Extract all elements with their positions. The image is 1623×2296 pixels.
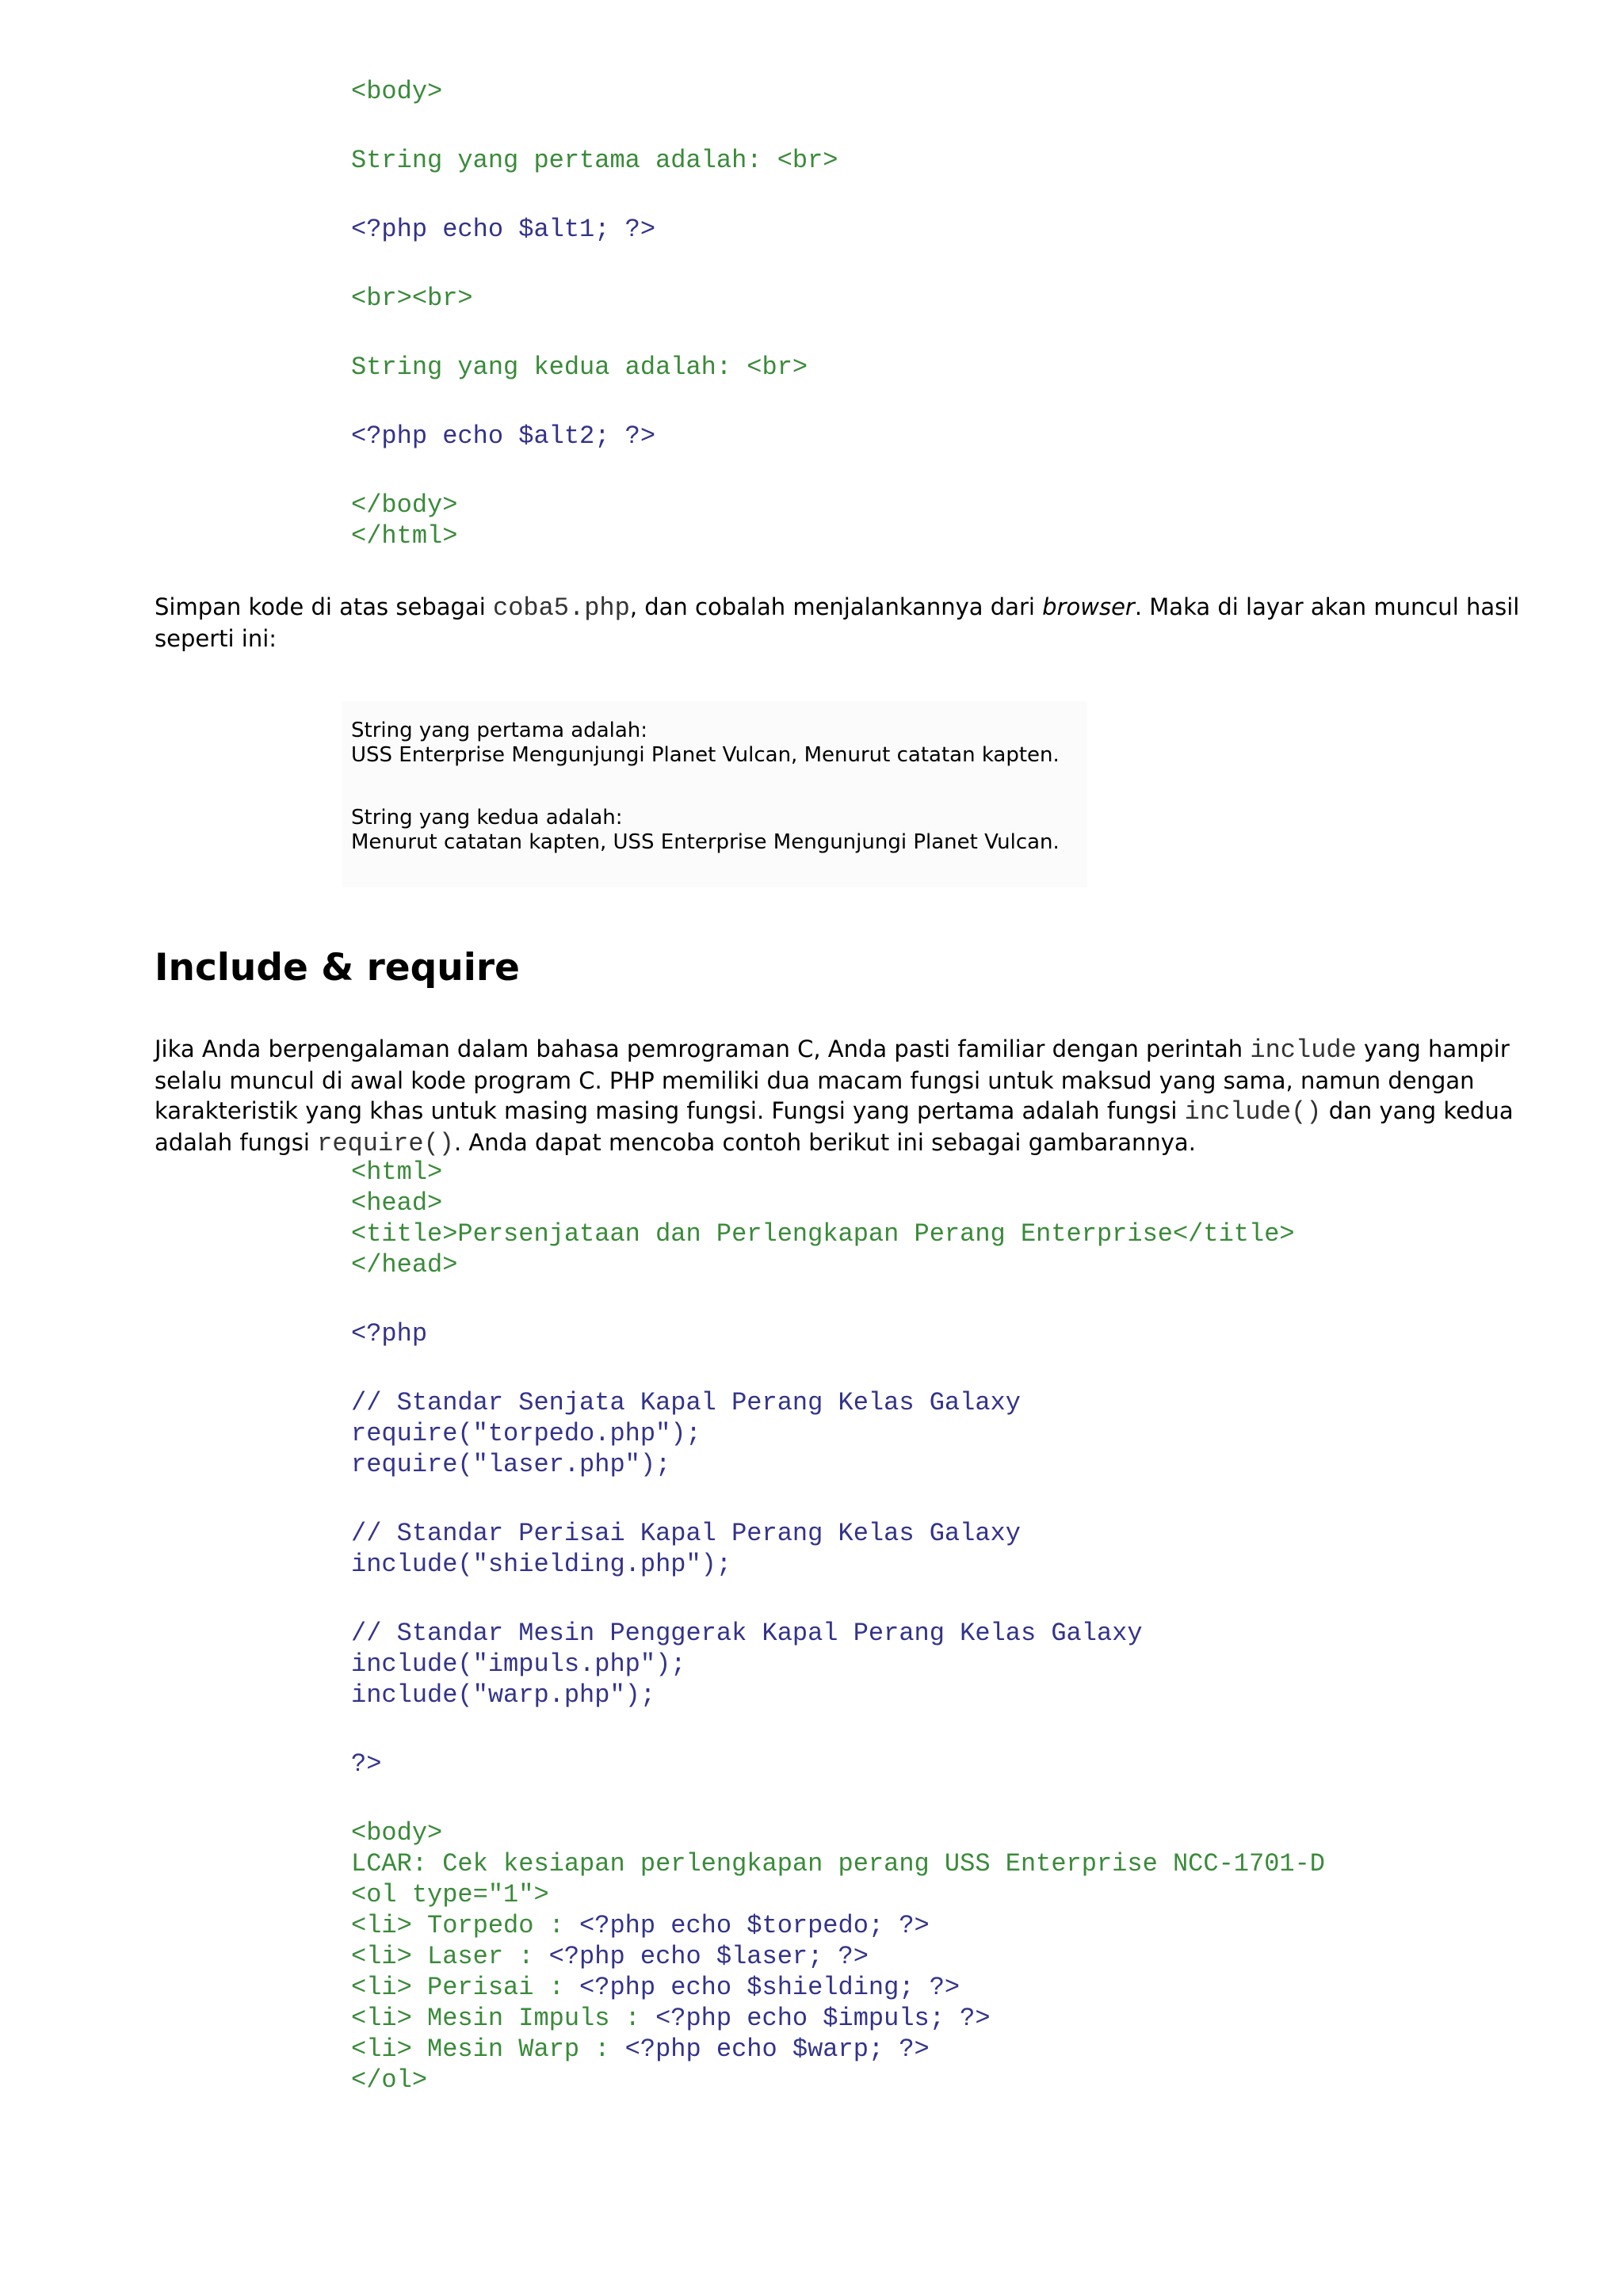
code-line: include("impuls.php"); — [351, 1650, 686, 1679]
code-line: <?php — [351, 1319, 428, 1348]
code-line: <?php echo $alt2; ?> — [351, 421, 656, 451]
code-line — [351, 2034, 930, 2065]
code-segment: <?php echo $warp; ?> — [624, 2035, 930, 2064]
inline-code: include — [1250, 1035, 1357, 1065]
code-segment: <?php echo $impuls; ?> — [655, 2004, 991, 2033]
code-line: <ol type="1"> — [351, 1880, 549, 1909]
code-segment: <li> Mesin Impuls : — [351, 2004, 656, 2033]
paragraph-text: . Anda dapat mencoba contoh berikut ini sebagai gambarannya. — [453, 1129, 1196, 1156]
code-line: <title>Persenjataan dan Perlengkapan Perang Enterprise</title> — [351, 1219, 1295, 1249]
code-line: String yang pertama adalah: <br> — [351, 146, 838, 175]
code-line: <br><br> — [351, 284, 473, 313]
code-line: <body> — [351, 1818, 443, 1848]
paragraph-text: . Maka di layar akan muncul hasil seperti ini: — [155, 593, 1520, 652]
output-line: String yang pertama adalah: — [351, 719, 648, 742]
code-segment: <?php echo $torpedo; ?> — [579, 1911, 930, 1940]
code-line: </body> — [351, 490, 458, 520]
section-heading: Include & require — [155, 946, 520, 990]
paragraph-text: Simpan kode di atas sebagai — [155, 593, 493, 620]
code-line: LCAR: Cek kesiapan perlengkapan perang USS Enterprise NCC-1701-D — [351, 1849, 1325, 1878]
inline-code: include() — [1184, 1097, 1322, 1127]
code-line — [351, 1941, 869, 1972]
paragraph-emphasis: browser — [1042, 593, 1135, 620]
output-line: String yang kedua adalah: — [351, 806, 623, 830]
code-segment: <?php echo $laser; ?> — [548, 1942, 869, 1971]
code-line — [351, 1910, 930, 1941]
paragraph-text: Jika Anda berpengalaman dalam bahasa pemrograman C, Anda pasti familiar dengan perintah — [155, 1035, 1251, 1062]
output-line: Menurut catatan kapten, USS Enterprise Mengunjungi Planet Vulcan. — [351, 830, 1060, 854]
code-line: require("laser.php"); — [351, 1450, 671, 1479]
code-line: </head> — [351, 1250, 458, 1280]
code-line: String yang kedua adalah: <br> — [351, 353, 808, 382]
paragraph-include-require — [155, 1034, 1549, 1159]
code-line: </ol> — [351, 2065, 428, 2095]
code-line: </html> — [351, 521, 458, 551]
paragraph-text: yang hampir selalu muncul di awal kode program C. PHP memiliki dua macam fungsi untuk maksud yang sama, namun dengan karakteristik yang khas untuk masing masing fungsi. Fungsi yang pertama adalah fungsi — [155, 1035, 1510, 1124]
code-segment: <li> Mesin Warp : — [351, 2035, 625, 2064]
paragraph-save-instructions — [155, 592, 1549, 654]
code-line: require("torpedo.php"); — [351, 1419, 701, 1448]
code-segment: <li> Torpedo : — [351, 1911, 580, 1940]
paragraph-text: , dan cobalah menjalankannya dari — [629, 593, 1043, 620]
code-line: ?> — [351, 1749, 382, 1779]
paragraph-text: dan yang kedua adalah fungsi — [155, 1097, 1514, 1156]
code-segment: <li> Laser : — [351, 1942, 549, 1971]
output-line: USS Enterprise Mengunjungi Planet Vulcan, Menurut catatan kapten. — [351, 743, 1060, 767]
code-line: include("shielding.php"); — [351, 1550, 732, 1579]
code-segment: <?php echo $shielding; ?> — [579, 1973, 960, 2002]
code-line — [351, 1972, 960, 2003]
code-line: <head> — [351, 1188, 443, 1218]
inline-code: coba5.php — [492, 593, 630, 623]
code-line: // Standar Mesin Penggerak Kapal Perang Kelas Galaxy — [351, 1619, 1143, 1648]
code-segment: <li> Perisai : — [351, 1973, 580, 2002]
inline-code: require() — [317, 1129, 454, 1158]
code-line — [351, 2003, 991, 2034]
code-line: <body> — [351, 77, 443, 106]
browser-output — [342, 701, 1087, 887]
code-line: // Standar Senjata Kapal Perang Kelas Galaxy — [351, 1388, 1021, 1417]
code-line: include("warp.php"); — [351, 1680, 656, 1710]
code-line: <html> — [351, 1158, 443, 1187]
code-line: // Standar Perisai Kapal Perang Kelas Galaxy — [351, 1519, 1021, 1548]
code-line: <?php echo $alt1; ?> — [351, 215, 656, 244]
